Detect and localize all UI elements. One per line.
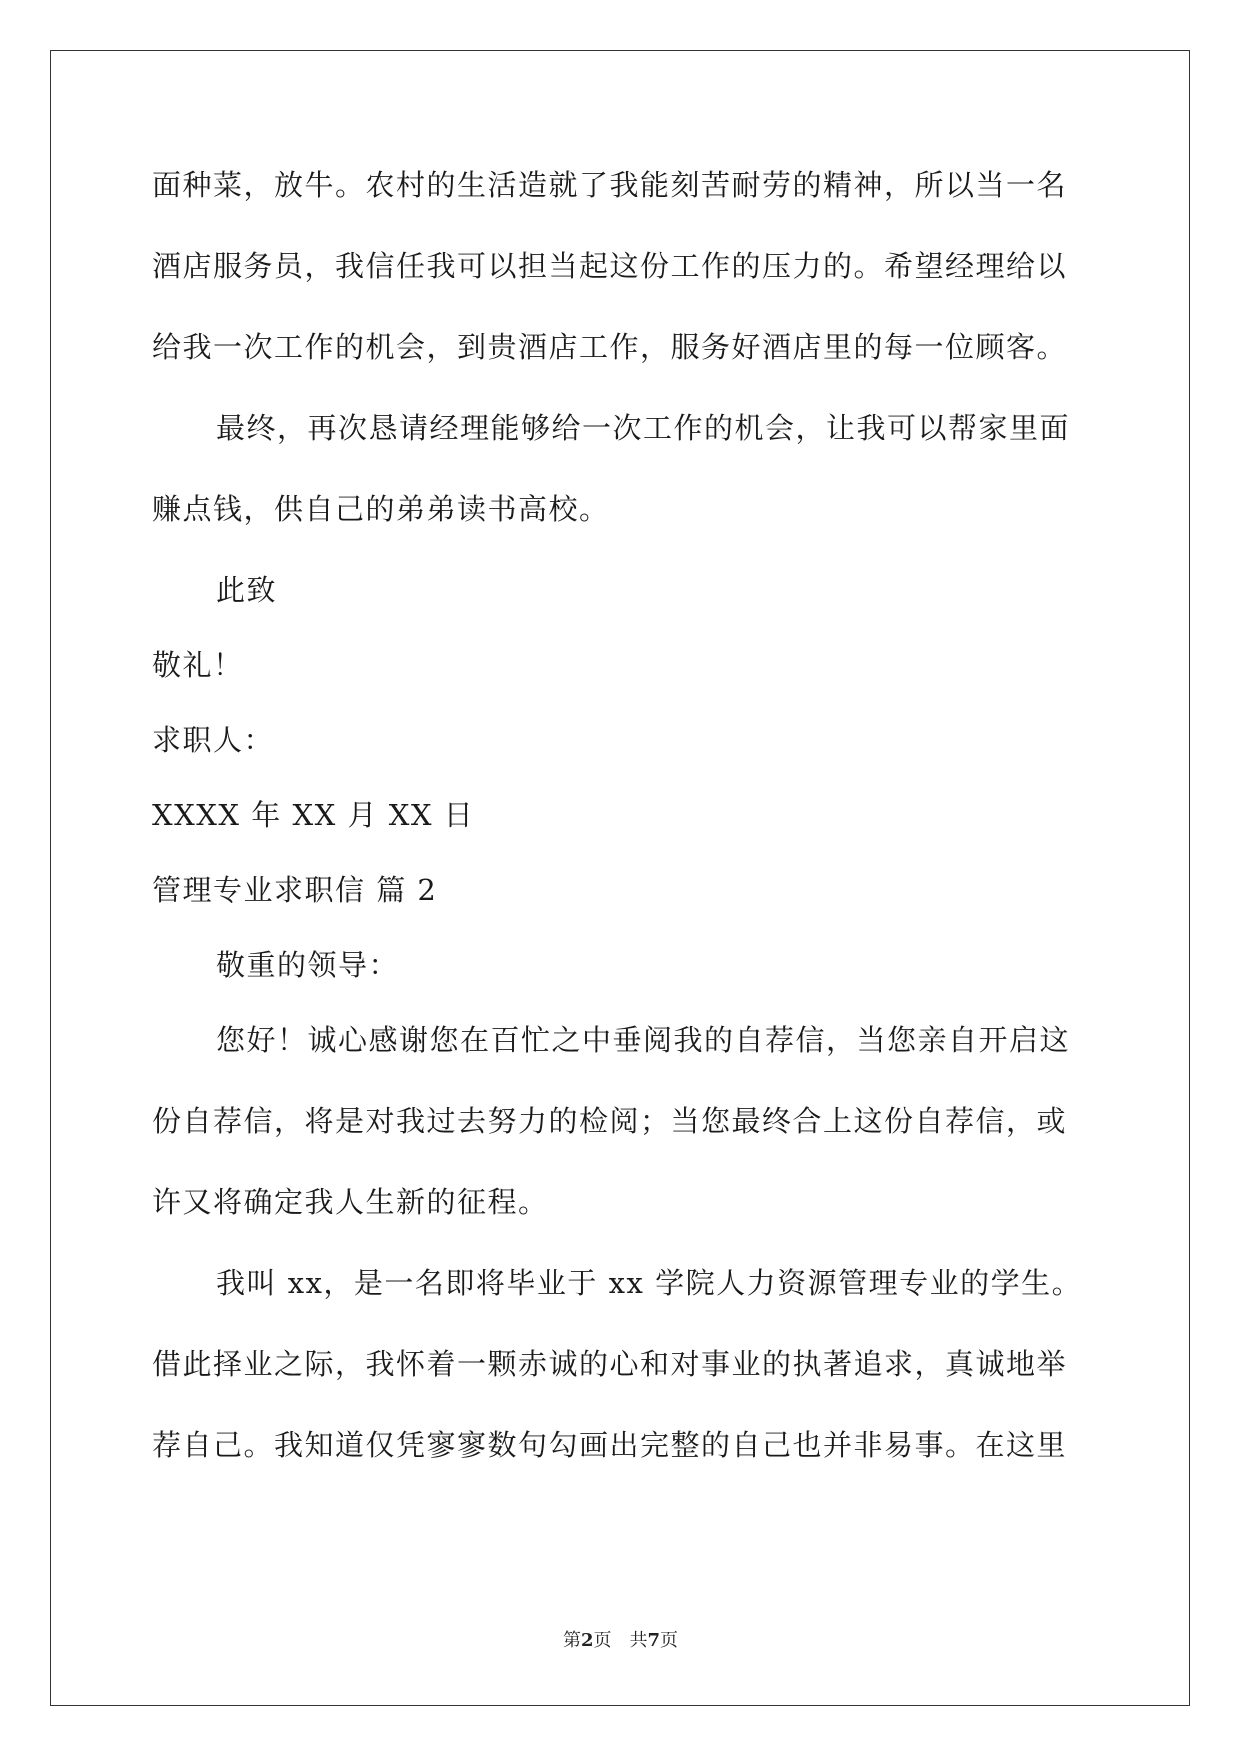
salutation-closing: 此致 xyxy=(216,573,278,607)
footer-page-number: 2 xyxy=(580,1630,594,1651)
footer-total-unit: 页 xyxy=(660,1630,679,1651)
regards: 敬礼！ xyxy=(152,648,244,682)
footer-total-prefix: 共 xyxy=(629,1630,648,1651)
page-footer xyxy=(0,1626,1241,1652)
text-line: 赚点钱，供自己的弟弟读书高校。 xyxy=(152,492,610,526)
document-body xyxy=(152,160,1094,1501)
greeting: 敬重的领导： xyxy=(216,948,400,982)
text-line: 我叫 xx，是一名即将毕业于 xx 学院人力资源管理专业的学生。 xyxy=(216,1266,1083,1300)
text-line: 酒店服务员，我信任我可以担当起这份工作的压力的。希望经理给以 xyxy=(152,249,1068,283)
text-line: 给我一次工作的机会，到贵酒店工作，服务好酒店里的每一位顾客。 xyxy=(152,330,1068,364)
text-line: 份自荐信，将是对我过去努力的检阅；当您最终合上这份自荐信，或 xyxy=(152,1104,1068,1138)
section-heading: 管理专业求职信 篇 2 xyxy=(152,873,438,907)
date-line: XXXX 年 XX 月 XX 日 xyxy=(152,798,475,832)
text-line: 您好！诚心感谢您在百忙之中垂阅我的自荐信，当您亲自开启这 xyxy=(216,1023,1071,1057)
text-line: 面种菜，放牛。农村的生活造就了我能刻苦耐劳的精神，所以当一名 xyxy=(152,168,1068,202)
footer-prefix: 第 xyxy=(562,1630,581,1651)
applicant-label: 求职人： xyxy=(152,723,275,757)
footer-total-pages: 7 xyxy=(647,1630,661,1651)
text-line: 许又将确定我人生新的征程。 xyxy=(152,1185,549,1219)
text-line: 借此择业之际，我怀着一颗赤诚的心和对事业的执著追求，真诚地举 xyxy=(152,1347,1068,1381)
text-line: 最终，再次恳请经理能够给一次工作的机会，让我可以帮家里面 xyxy=(216,411,1071,445)
footer-page-unit: 页 xyxy=(593,1630,612,1651)
text-line: 荐自己。我知道仅凭寥寥数句勾画出完整的自己也并非易事。在这里 xyxy=(152,1428,1068,1462)
